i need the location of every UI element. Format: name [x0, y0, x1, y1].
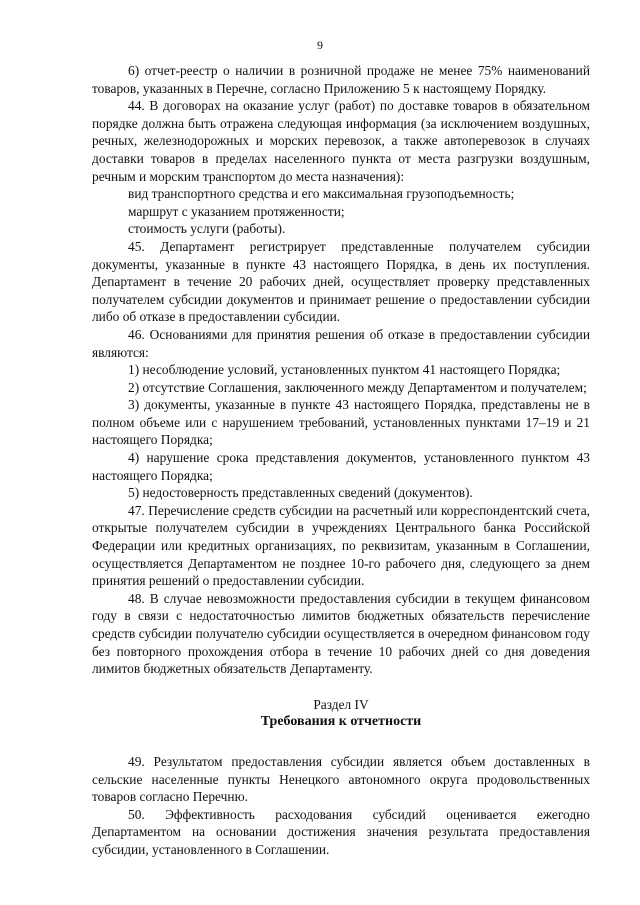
- list-item-3: 3) документы, указанные в пункте 43 настоящего Порядка, представлены не в полном объеме или с нарушением требований, установленных пунктами 17–19 и 21 настоящего Порядка;: [92, 397, 590, 448]
- paragraph-46: 46. Основаниями для принятия решения об отказе в предоставлении субсидии являются:: [92, 326, 590, 360]
- paragraph-item-6: 6) отчет-реестр о наличии в розничной продаже не менее 75% наименований товаров, указанных в Перечне, согласно Приложению 5 к настоящему Порядку.: [92, 63, 590, 96]
- paragraph-49: 49. Результатом предоставления субсидии является объем доставленных в сельские населенные пункты Ненецкого автономного округа продовольственных товаров согласно Перечню.: [92, 753, 590, 805]
- paragraph-45: 45. Департамент регистрирует представленные получателем субсидии документы, указанные в пункте 43 настоящего Порядка, в день их поступления. Департамент в течение 20 рабочих дней, осуществляет проверку представленных получателем субсидии документов и принимает решение о предоставлении субсидии либо об отказе в предоставлении субсидии.: [92, 238, 590, 325]
- document-body: [92, 62, 590, 859]
- paragraph-50: 50. Эффективность расходования субсидий оценивается ежегодно Департаментом на основании достижения значения результата предоставления субсидии, установленного в Соглашении.: [92, 806, 590, 857]
- paragraph-44: 44. В договорах на оказание услуг (работ) по доставке товаров в обязательном порядке должна быть отражена следующая информация (за исключением воздушных, речных, железнодорожных и морских перевозок, а также автоперевозок в случаях доставки товаров в пределах населенного пункта от места разгрузки воздушным, речным и морским транспортом до места назначения):: [92, 98, 590, 184]
- list-item-1: 1) несоблюдение условий, установленных пунктом 41 настоящего Порядка;: [128, 362, 561, 378]
- list-item-cost: стоимость услуги (работы).: [128, 221, 286, 237]
- list-item-4: 4) нарушение срока представления документов, установленного пунктом 43 настоящего Порядка;: [92, 450, 590, 483]
- paragraph-47: 47. Перечисление средств субсидии на расчетный или корреспондентский счета, открытые получателем субсидии в учреждениях Центрального банка Российской Федерации или кредитных организациях, по реквизитам, указанным в Соглашении, осуществляется Департаментом не позднее 10-го рабочего дня, следующего за днем принятия решений о предоставлении субсидии.: [92, 502, 590, 589]
- list-item-2: 2) отсутствие Соглашения, заключенного между Департаментом и получателем;: [128, 379, 587, 395]
- paragraph-48: 48. В случае невозможности предоставления субсидии в текущем финансовом году в связи с недостаточностью лимитов бюджетных обязательств перечисление средств субсидии получателю субсидии осуществляется в очередном финансовом году без повторного прохождения отбора в течение 10 рабочих дней со дня доведения лимитов бюджетных обязательств Департаменту.: [92, 590, 590, 677]
- list-item-vehicle: вид транспортного средства и его максимальная грузоподъемность;: [128, 186, 515, 202]
- list-item-5: 5) недостоверность представленных сведений (документов).: [128, 485, 473, 501]
- section-label: Раздел IV: [313, 696, 369, 712]
- page-number: 9: [317, 38, 323, 52]
- section-title: Требования к отчетности: [260, 714, 422, 730]
- list-item-route: маршрут с указанием протяженности;: [128, 203, 345, 219]
